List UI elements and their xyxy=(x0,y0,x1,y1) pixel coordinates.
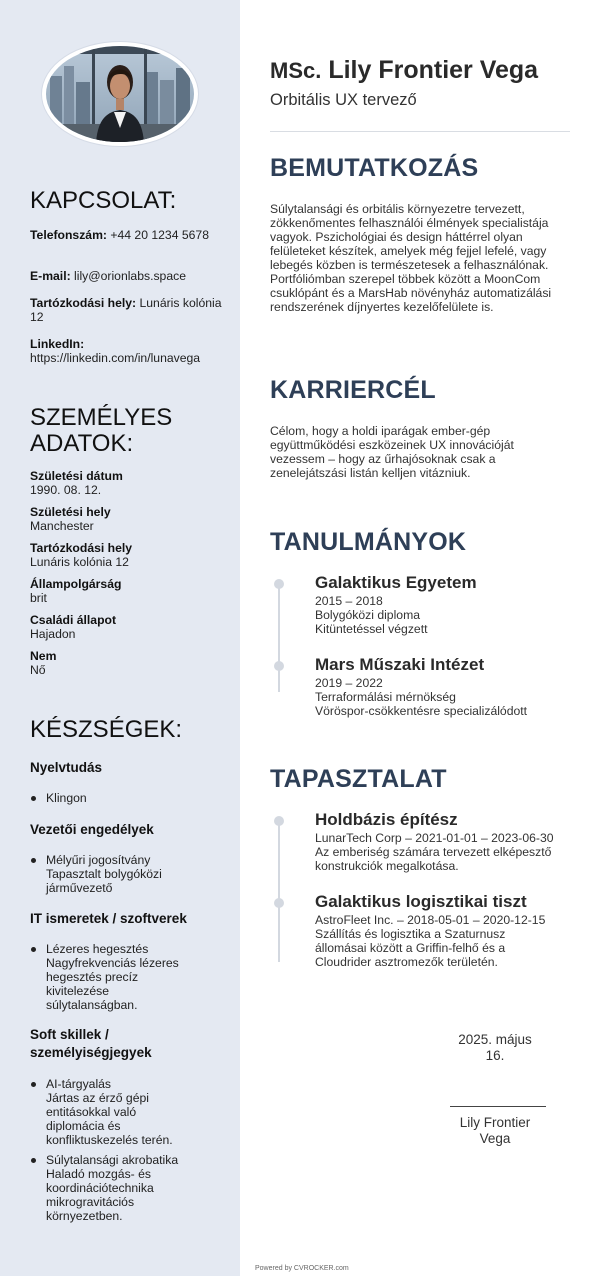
timeline-dot-icon xyxy=(274,661,284,671)
personal-item-label: Állampolgárság xyxy=(30,577,122,591)
skill-item-name: Mélyűri jogosítvány xyxy=(46,853,151,867)
linkedin-label: LinkedIn: xyxy=(30,337,85,351)
bullet-icon xyxy=(31,947,36,952)
personal-item-value: Hajadon xyxy=(30,627,76,641)
experience-details xyxy=(315,831,575,873)
contact-phone xyxy=(30,228,226,242)
skill-category: Nyelvtudás xyxy=(30,760,103,775)
powered-by-link[interactable]: Powered by CVROCKER.com xyxy=(255,1265,349,1272)
education-years: 2019 – 2022 xyxy=(315,676,383,690)
experience-role: Holdbázis építész xyxy=(315,810,458,829)
objective-text: Célom, hogy a holdi iparágak ember-gép együttműködési eszközeinek UX innovációját vezessem – hogy az űrhajósoknak csak a zenelejátszási listán kelljen vitázniuk. xyxy=(270,424,514,480)
education-years: 2015 – 2018 xyxy=(315,594,383,608)
skill-category: Soft skillek / személyiségjegyek xyxy=(30,1027,152,1060)
education-school: Galaktikus Egyetem xyxy=(315,573,477,592)
education-note: Vöröspor-csökkentésre specializálódott xyxy=(315,704,528,718)
full-name xyxy=(270,56,538,85)
skill-item-name: Lézeres hegesztés xyxy=(46,942,149,956)
experience-timeline xyxy=(278,822,280,962)
job-title: Orbitális UX tervező xyxy=(270,91,417,109)
skill-item xyxy=(46,791,226,805)
bullet-icon xyxy=(31,1082,36,1087)
personal-title: SZEMÉLYES ADATOK: xyxy=(30,404,173,458)
education-timeline xyxy=(278,584,280,692)
signature-name: Lily Frontier Vega xyxy=(459,1115,531,1146)
education-details xyxy=(315,594,575,636)
address-label: Tartózkodási hely: xyxy=(30,296,137,310)
timeline-dot-icon xyxy=(274,898,284,908)
personal-item xyxy=(30,505,226,533)
education-degree: Terraformálási mérnökség xyxy=(315,690,456,704)
main-content xyxy=(240,0,600,1276)
skill-item-name: Klingon xyxy=(46,791,87,805)
personal-item-value: Manchester xyxy=(30,519,94,533)
personal-item-label: Tartózkodási hely xyxy=(30,541,133,555)
experience-title: TAPASZTALAT xyxy=(270,765,447,793)
education-title: TANULMÁNYOK xyxy=(270,528,467,556)
personal-item xyxy=(30,613,226,641)
skill-item-name: AI-tárgyalás xyxy=(46,1077,112,1091)
personal-item-value: Nő xyxy=(30,663,46,677)
contact-title: KAPCSOLAT: xyxy=(30,187,177,214)
name-text: Lily Frontier Vega xyxy=(328,56,539,84)
experience-desc: Szállítás és logisztika a Szaturnusz állomásai között a Griffin-felhő és a Cloudrider asztromezők területén. xyxy=(315,927,506,969)
name-prefix: MSc. xyxy=(270,58,322,83)
education-details xyxy=(315,676,575,718)
email-label: E-mail: xyxy=(30,269,71,283)
experience-details xyxy=(315,913,570,969)
education-note: Kitüntetéssel végzett xyxy=(315,622,428,636)
phone-label: Telefonszám: xyxy=(30,228,107,242)
skill-item-desc: Haladó mozgás- és koordinációtechnika mikrogravitációs környezetben. xyxy=(46,1167,154,1223)
experience-meta: AstroFleet Inc. – 2018-05-01 – 2020-12-15 xyxy=(315,913,546,927)
skills-title: KÉSZSÉGEK: xyxy=(30,716,183,743)
personal-item xyxy=(30,469,226,497)
signature-date: 2025. május 16. xyxy=(458,1032,532,1063)
experience-meta: LunarTech Corp – 2021-01-01 – 2023-06-30 xyxy=(315,831,554,845)
education-degree: Bolygóközi diploma xyxy=(315,608,421,622)
personal-item-label: Születési dátum xyxy=(30,469,123,483)
personal-item xyxy=(30,577,226,605)
contact-email xyxy=(30,269,226,283)
skill-category: Vezetői engedélyek xyxy=(30,822,154,837)
address-value: Lunáris kolónia 12 xyxy=(30,296,222,324)
timeline-dot-icon xyxy=(274,816,284,826)
sidebar xyxy=(0,0,240,1276)
personal-item xyxy=(30,649,226,677)
contact-linkedin xyxy=(30,337,226,365)
experience-role: Galaktikus logisztikai tiszt xyxy=(315,892,527,911)
bullet-icon xyxy=(31,796,36,801)
skill-category: IT ismeretek / szoftverek xyxy=(30,911,187,926)
profile-photo xyxy=(46,46,194,142)
linkedin-link[interactable]: https://linkedin.com/in/lunavega xyxy=(30,351,201,365)
skill-item-name: Súlytalansági akrobatika xyxy=(46,1153,179,1167)
skill-item xyxy=(46,1077,226,1147)
signature-line xyxy=(450,1106,546,1107)
intro-title: BEMUTATKOZÁS xyxy=(270,154,479,182)
personal-item-label: Családi állapot xyxy=(30,613,117,627)
phone-value: +44 20 1234 5678 xyxy=(110,228,209,242)
bullet-icon xyxy=(31,858,36,863)
skill-item xyxy=(46,1153,226,1223)
skill-item-desc: Tapasztalt bolygóközi járművezető xyxy=(46,867,162,895)
skill-item xyxy=(46,853,226,895)
skill-item xyxy=(46,942,226,1012)
skill-item-desc: Nagyfrekvenciás lézeres hegesztés precíz kivitelezése súlytalanságban. xyxy=(46,956,179,1012)
header-divider xyxy=(270,131,570,132)
personal-item xyxy=(30,541,226,569)
personal-item-value: 1990. 08. 12. xyxy=(30,483,102,497)
profile-photo-frame xyxy=(42,42,198,146)
contact-address xyxy=(30,296,226,324)
personal-item-value: brit xyxy=(30,591,47,605)
skill-item-desc: Jártas az érző gépi entitásokkal való diplomácia és konfliktuskezelés terén. xyxy=(46,1091,173,1147)
experience-desc: Az emberiség számára tervezett elképesztő konstrukciók megalkotása. xyxy=(315,845,552,873)
objective-title: KARRIERCÉL xyxy=(270,376,436,404)
email-value[interactable]: lily@orionlabs.space xyxy=(74,269,186,283)
education-school: Mars Műszaki Intézet xyxy=(315,655,485,674)
personal-item-value: Lunáris kolónia 12 xyxy=(30,555,129,569)
personal-item-label: Nem xyxy=(30,649,57,663)
bullet-icon xyxy=(31,1158,36,1163)
personal-item-label: Születési hely xyxy=(30,505,111,519)
intro-text: Súlytalansági és orbitális környezetre tervezett, zökkenőmentes felhasználói élmények specialistája vagyok. Pszichológiai és design háttérrel olyan felületeket készítek, amelyek még fejjel lefelé, vagy lebegés közben is természetesek a felhasználónak. Portfóliómban szerepel többek között a MoonCom csuklópánt és a MarsHab növényház automatizálási rendszerének díjnyertes kezelőfelülete is. xyxy=(270,202,552,314)
timeline-dot-icon xyxy=(274,579,284,589)
